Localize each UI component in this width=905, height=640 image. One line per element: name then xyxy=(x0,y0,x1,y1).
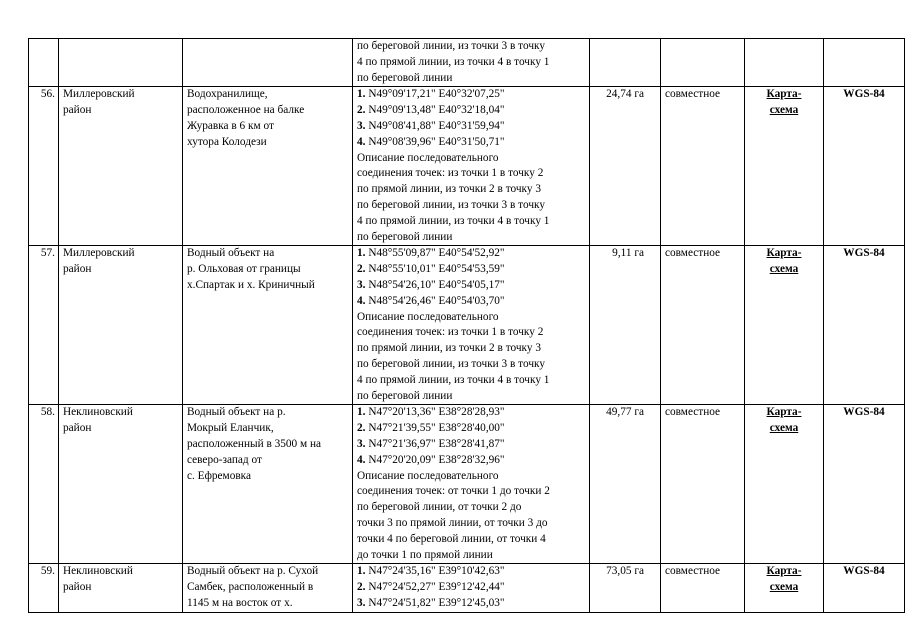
map-scheme-link[interactable] xyxy=(749,564,819,596)
description-line: до точки 1 по прямой линии xyxy=(357,548,493,561)
coordinate-point xyxy=(357,437,585,453)
map-cell xyxy=(745,405,824,564)
area-cell: 24,74 га xyxy=(590,87,661,246)
coordinates-cell xyxy=(353,87,590,246)
description-line: по береговой линии xyxy=(357,230,453,243)
point-coordinates: N47°21'36,97" E38°28'41,87" xyxy=(368,437,505,450)
district-cell xyxy=(59,246,183,405)
point-number: 4. xyxy=(357,294,366,307)
area-cell xyxy=(590,39,661,87)
description-line: по береговой линии, из точки 3 в точку xyxy=(357,357,545,370)
object-line: расположенное на балке xyxy=(187,104,305,117)
district-line: Неклиновский xyxy=(63,565,133,578)
map-link-text: Карта- xyxy=(766,247,802,260)
point-coordinates: N49°09'17,21" E40°32'07,25" xyxy=(368,88,505,101)
map-link-text: схема xyxy=(769,263,799,276)
point-coordinates: N48°55'09,87" E40°54'52,92" xyxy=(368,247,505,260)
coordinate-system-cell xyxy=(824,39,905,87)
map-link-text: Карта- xyxy=(766,88,802,101)
coordinate-point xyxy=(357,405,585,421)
description-line: Описание последовательного xyxy=(357,469,499,482)
coordinate-point xyxy=(357,262,585,278)
point-number: 2. xyxy=(357,422,366,435)
object-line: Журавка в 6 км от xyxy=(187,119,274,132)
description-line: 4 по прямой линии, из точки 4 в точку 1 xyxy=(357,55,550,68)
object-line: 1145 м на восток от х. xyxy=(187,596,293,609)
coordinate-point xyxy=(357,135,585,151)
object-line: х.Спартак и х. Криничный xyxy=(187,278,315,291)
point-number: 2. xyxy=(357,581,366,594)
description-line: точки 4 по береговой линии, от точки 4 xyxy=(357,532,546,545)
map-link-text: Карта- xyxy=(766,565,802,578)
description-line: Описание последовательного xyxy=(357,151,499,164)
usage-cell: совместное xyxy=(661,564,745,612)
point-number: 1. xyxy=(357,247,366,260)
point-number: 1. xyxy=(357,406,366,419)
map-cell xyxy=(745,39,824,87)
description-line: соединения точек: от точки 1 до точки 2 xyxy=(357,485,550,498)
area-cell: 49,77 га xyxy=(590,405,661,564)
usage-cell: совместное xyxy=(661,405,745,564)
object-line: северо-запад от xyxy=(187,453,262,466)
usage-cell: совместное xyxy=(661,246,745,405)
point-coordinates: N47°20'20,09" E38°28'32,96" xyxy=(368,453,505,466)
object-line: р. Ольховая от границы xyxy=(187,263,301,276)
map-scheme-link[interactable] xyxy=(749,87,819,119)
district-line: район xyxy=(63,263,92,276)
row-number: 56. xyxy=(29,87,59,246)
map-link-text: схема xyxy=(769,104,799,117)
district-line: Неклиновский xyxy=(63,406,133,419)
description-line: по береговой линии, из точки 3 в точку xyxy=(357,40,545,52)
district-cell xyxy=(59,39,183,87)
coordinates-cell xyxy=(353,246,590,405)
object-cell xyxy=(183,246,353,405)
point-number: 1. xyxy=(357,88,366,101)
object-cell xyxy=(183,564,353,612)
object-line: хутора Колодези xyxy=(187,135,267,148)
description-line: по береговой линии xyxy=(357,389,453,402)
point-number: 3. xyxy=(357,119,366,132)
usage-cell: совместное xyxy=(661,87,745,246)
point-coordinates: N47°21'39,55" E38°28'40,00" xyxy=(368,422,505,435)
district-line: район xyxy=(63,581,92,594)
point-coordinates: N48°54'26,46" E40°54'03,70" xyxy=(368,294,505,307)
table-row xyxy=(29,39,905,87)
description-line: 4 по прямой линии, из точки 4 в точку 1 xyxy=(357,373,550,386)
coordinate-point xyxy=(357,294,585,310)
point-coordinates: N49°08'39,96" E40°31'50,71" xyxy=(368,135,505,148)
map-link-text: схема xyxy=(769,581,799,594)
description-line: по прямой линии, из точки 2 в точку 3 xyxy=(357,342,541,355)
table-row xyxy=(29,405,905,564)
point-number: 3. xyxy=(357,278,366,291)
point-number: 2. xyxy=(357,104,366,117)
coordinates-cell xyxy=(353,39,590,87)
district-cell xyxy=(59,405,183,564)
map-link-text: схема xyxy=(769,422,799,435)
description-line: по прямой линии, из точки 2 в точку 3 xyxy=(357,183,541,196)
coordinate-point xyxy=(357,278,585,294)
coordinate-system-cell: WGS-84 xyxy=(824,564,905,612)
point-number: 4. xyxy=(357,453,366,466)
point-coordinates: N48°54'26,10" E40°54'05,17" xyxy=(368,278,505,291)
object-line: Самбек, расположенный в xyxy=(187,581,314,594)
point-coordinates: N47°24'52,27" E39°12'42,44" xyxy=(368,581,505,594)
coordinates-cell xyxy=(353,564,590,612)
point-coordinates: N49°08'41,88" E40°31'59,94" xyxy=(368,119,505,132)
description-line: соединения точек: из точки 1 в точку 2 xyxy=(357,326,544,339)
table-row xyxy=(29,564,905,612)
row-number: 57. xyxy=(29,246,59,405)
description-line: соединения точек: из точки 1 в точку 2 xyxy=(357,167,544,180)
coordinate-point xyxy=(357,564,585,580)
map-cell xyxy=(745,246,824,405)
point-coordinates: N47°24'51,82" E39°12'45,03" xyxy=(368,596,505,609)
object-line: с. Ефремовка xyxy=(187,469,252,482)
coordinate-system-cell: WGS-84 xyxy=(824,87,905,246)
coordinate-point xyxy=(357,103,585,119)
point-coordinates: N47°24'35,16" E39°10'42,63" xyxy=(368,565,505,578)
object-cell xyxy=(183,87,353,246)
row-number: 58. xyxy=(29,405,59,564)
point-number: 3. xyxy=(357,596,366,609)
coordinate-point xyxy=(357,580,585,596)
coordinate-system-cell: WGS-84 xyxy=(824,405,905,564)
row-number xyxy=(29,39,59,87)
coordinate-point xyxy=(357,421,585,437)
map-cell xyxy=(745,564,824,612)
area-cell: 9,11 га xyxy=(590,246,661,405)
usage-cell xyxy=(661,39,745,87)
coordinate-point xyxy=(357,87,585,103)
object-line: Водный объект на р. Сухой xyxy=(187,565,319,578)
map-link-text: Карта- xyxy=(766,406,802,419)
district-line: район xyxy=(63,422,92,435)
object-line: Водный объект на р. xyxy=(187,406,286,419)
map-scheme-link[interactable] xyxy=(749,246,819,278)
point-coordinates: N47°20'13,36" E38°28'28,93" xyxy=(368,406,505,419)
point-number: 3. xyxy=(357,437,366,450)
point-number: 4. xyxy=(357,135,366,148)
point-number: 2. xyxy=(357,263,366,276)
district-line: Миллеровский xyxy=(63,247,135,260)
object-line: Мокрый Еланчик, xyxy=(187,422,274,435)
object-line: Водный объект на xyxy=(187,247,275,260)
point-coordinates: N49°09'13,48" E40°32'18,04" xyxy=(368,104,505,117)
row-number: 59. xyxy=(29,564,59,612)
description-line: по береговой линии, из точки 3 в точку xyxy=(357,198,545,211)
coordinate-point xyxy=(357,596,585,612)
point-number: 1. xyxy=(357,565,366,578)
district-cell xyxy=(59,87,183,246)
water-objects-table xyxy=(28,38,905,613)
coordinates-cell xyxy=(353,405,590,564)
coordinate-point xyxy=(357,246,585,262)
table-row xyxy=(29,87,905,246)
description-line: по береговой линии, от точки 2 до xyxy=(357,501,522,514)
description-line: 4 по прямой линии, из точки 4 в точку 1 xyxy=(357,214,550,227)
object-line: расположенный в 3500 м на xyxy=(187,437,322,450)
object-line: Водохранилище, xyxy=(187,88,268,101)
object-cell xyxy=(183,39,353,87)
description-line: Описание последовательного xyxy=(357,310,499,323)
district-line: Миллеровский xyxy=(63,88,135,101)
point-coordinates: N48°55'10,01" E40°54'53,59" xyxy=(368,263,505,276)
map-scheme-link[interactable] xyxy=(749,405,819,437)
description-line: точки 3 по прямой линии, от точки 3 до xyxy=(357,516,548,529)
description-line: по береговой линии xyxy=(357,71,453,84)
object-cell xyxy=(183,405,353,564)
coordinate-point xyxy=(357,119,585,135)
coordinate-system-cell: WGS-84 xyxy=(824,246,905,405)
area-cell: 73,05 га xyxy=(590,564,661,612)
coordinate-point xyxy=(357,453,585,469)
map-cell xyxy=(745,87,824,246)
table-row xyxy=(29,246,905,405)
district-cell xyxy=(59,564,183,612)
district-line: район xyxy=(63,104,92,117)
